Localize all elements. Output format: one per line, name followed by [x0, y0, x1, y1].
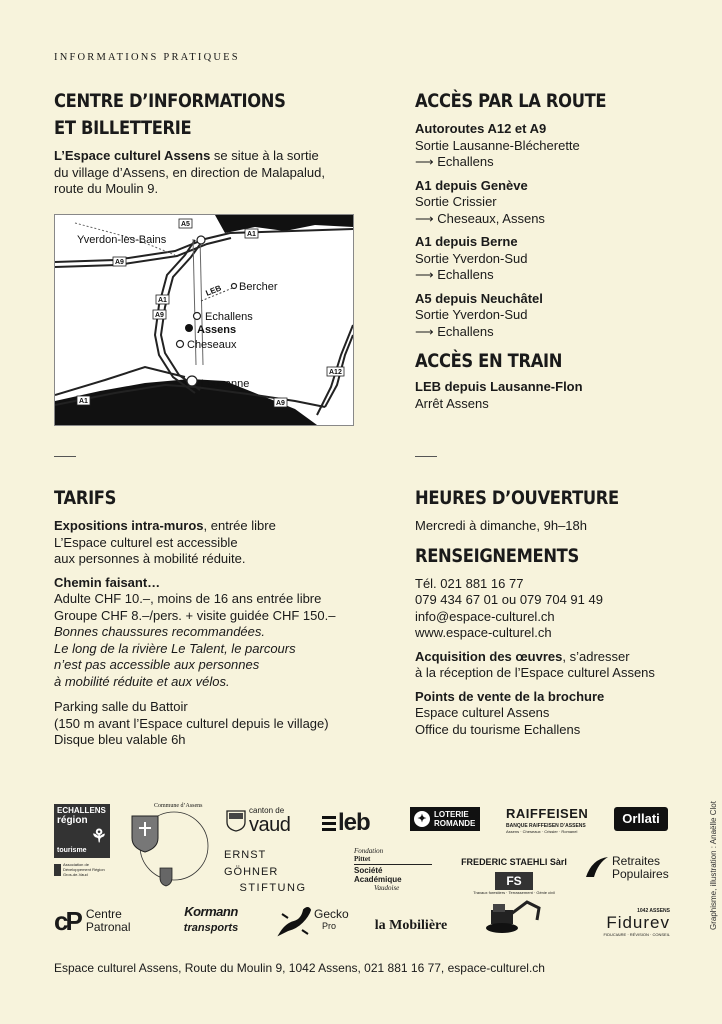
acquisition-line2: à la réception de l’Espace culturel Assens: [415, 665, 655, 680]
map-label-lausanne: Lausanne: [201, 378, 250, 390]
map-label-leb: LEB: [204, 283, 223, 298]
route-item-2: [415, 234, 705, 284]
logo-fidurev: [586, 906, 670, 940]
tarifs-chemin-note1: Bonnes chaussures recommandées.: [54, 624, 266, 639]
route-item-direction: ⟶ Cheseaux, Assens: [415, 210, 545, 226]
retraites-swoosh-icon: [584, 855, 610, 881]
logo-cp-l2: Patronal: [85, 920, 131, 934]
logo-leb-text: leb: [338, 808, 370, 836]
dot-echallens: [194, 313, 201, 320]
commune-logo-svg: [126, 802, 210, 888]
loterie-clover-icon: ✦: [414, 811, 430, 827]
tarifs-chemin-head: Chemin faisant…: [54, 574, 161, 590]
points-de-vente-head: Points de vente de la brochure: [415, 688, 605, 704]
route-item-head: A1 depuis Berne: [415, 234, 518, 249]
route-item-exit: Sortie Lausanne-Blécherette: [415, 137, 580, 153]
logo-echallens-l3: tourisme: [57, 847, 87, 854]
logo-fidurev-text: Fidurev: [606, 913, 670, 932]
map-label-yverdon: Yverdon-les-Bains: [77, 234, 167, 246]
logo-pittet-l4: Académique: [354, 874, 402, 884]
route-item-head: Autoroutes A12 et A9: [415, 121, 547, 136]
contact-mobiles: 079 434 67 01 ou 079 704 91 49: [415, 592, 603, 607]
heures-title: HEURES D’OUVERTURE: [415, 487, 619, 509]
logo-ernst-gohner: [224, 849, 322, 895]
dot-assens: [185, 324, 193, 332]
logo-gohner-l2: STIFTUNG: [239, 882, 307, 895]
tarifs-parking-line1: Parking salle du Battoir: [54, 699, 188, 714]
excavator-icon: [479, 896, 549, 936]
tarifs-chemin-note3: n’est pas accessible aux personnes: [54, 657, 260, 672]
assoc-icon: [54, 864, 61, 876]
train-title: ACCÈS EN TRAIN: [415, 350, 563, 372]
logo-gecko-l1: Gecko: [314, 907, 349, 921]
logo-kormann-l2: transports: [183, 922, 239, 934]
route-item-1: [415, 178, 705, 228]
design-credit: Graphisme, illustration : Anaëlle Clot: [709, 801, 718, 930]
logo-gohner-l1: ERNST GÖHNER: [224, 849, 279, 878]
tarifs-expo-rest: , entrée libre: [203, 518, 276, 533]
access-map-svg: [55, 215, 353, 425]
commune-name: Commune d’Assens: [154, 803, 203, 809]
centre-intro-bold: L’Espace culturel Assens: [54, 148, 211, 163]
logo-echallens-region: [54, 804, 110, 890]
dot-cheseaux: [177, 341, 184, 348]
centre-intro-line2: du village d’Assens, en direction de Malapalud,: [54, 164, 326, 180]
tarifs-expo: [54, 518, 384, 535]
route-item-direction: ⟶ Echallens: [415, 267, 494, 282]
points-de-vente-line3: Office du tourisme Echallens: [415, 721, 581, 737]
acquisition-line1: [415, 649, 715, 666]
route-item-direction: ⟶ Echallens: [415, 154, 494, 169]
route-item-head: A1 depuis Genève: [415, 177, 528, 193]
heures-line: Mercredi à dimanche, 9h–18h: [415, 518, 587, 533]
route-item-3: [415, 291, 705, 341]
contact-phone: Tél. 021 881 16 77: [415, 575, 524, 591]
tarifs-section: [54, 485, 384, 749]
logo-loterie-l2: ROMANDE: [434, 819, 476, 828]
logo-staehli-text: FREDERIC STAEHLI Sàrl: [461, 856, 567, 867]
map-label-echallens: Echallens: [205, 311, 253, 323]
shield-a1-ne-label: A1: [247, 231, 256, 238]
route-item-exit: Sortie Yverdon-Sud: [415, 307, 528, 322]
logo-pittet-l3: Société: [354, 865, 383, 875]
logo-retraites-l1: Retraites: [612, 854, 661, 868]
train-head: LEB depuis Lausanne-Flon: [415, 379, 583, 394]
tarifs-chemin-adult: Adulte CHF 10.–, moins de 16 ans entrée libre: [54, 591, 322, 606]
wheat-icon: ⚘: [90, 826, 107, 846]
staehli-fs-icon: FS: [495, 872, 533, 890]
logo-raiffeisen-sub2: Assens · Cheseaux · Crissier · Romanel: [506, 828, 578, 834]
logo-kormann-transports: [168, 902, 254, 938]
tarifs-title: TARIFS: [54, 487, 117, 509]
centre-title-line2: ET BILLETTERIE: [54, 117, 192, 139]
pittet-divider: [354, 864, 432, 865]
commune-small-shield-icon: [160, 868, 172, 886]
logo-echallens-l1: ECHALLENS: [57, 806, 106, 815]
hours-section: [415, 485, 715, 738]
map-label-bercher: Bercher: [239, 281, 278, 293]
access-map: [54, 214, 354, 426]
logo-kormann-l1: Kormann: [184, 903, 238, 919]
tarifs-chemin-note2: Le long de la rivière Le Talent, le parcours: [54, 640, 296, 656]
renseignements-title: RENSEIGNEMENTS: [415, 544, 579, 567]
gecko-icon: [274, 900, 314, 940]
logo-cp-l1: Centre: [85, 907, 122, 921]
logo-loterie-l1: LOTERIE: [434, 810, 469, 819]
logo-gecko-pro: [274, 898, 354, 942]
logo-echallens-l2: région: [57, 815, 88, 826]
section-kicker: INFORMATIONS PRATIQUES: [54, 52, 240, 63]
logo-vaud-small: canton de: [249, 806, 285, 815]
logo-loterie-romande: [410, 807, 480, 831]
points-de-vente-line2: Espace culturel Assens: [415, 705, 550, 720]
route-item-direction: ⟶ Echallens: [415, 323, 494, 339]
shield-a9-mid-label: A9: [155, 312, 164, 319]
acquisition-bold: Acquisition des œuvres: [415, 648, 563, 664]
logo-gecko-l2: Pro: [322, 921, 337, 931]
map-label-assens: Assens: [197, 324, 237, 336]
route-item-head: A5 depuis Neuchâtel: [415, 290, 543, 306]
logo-staehli-sub: Travaux forestiers · Terrassement · Génie civil: [473, 890, 555, 896]
tarifs-parking-line2: (150 m avant l’Espace culturel depuis le village): [54, 715, 329, 731]
contact-email[interactable]: info@espace-culturel.ch: [415, 608, 555, 624]
logo-raiffeisen-text: RAIFFEISEN: [506, 806, 589, 822]
separator-right: [415, 456, 437, 457]
route-item-0: [415, 121, 705, 171]
logo-fidurev-sub: FIDUCIAIRE · RÉVISION · CONSEIL: [603, 932, 670, 937]
logo-retraites-l2: Populaires: [612, 867, 669, 881]
logo-frederic-staehli: [458, 850, 570, 940]
logo-pittet-l1: Fondation: [354, 846, 384, 855]
centre-intro-line3: route du Moulin 9.: [54, 181, 159, 196]
centre-intro-rest: se situe à la sortie: [210, 148, 319, 163]
logo-retraites-populaires: [584, 848, 676, 888]
centre-title-line1: CENTRE D’INFORMATIONS: [54, 90, 286, 112]
centre-section: [54, 88, 364, 198]
contact-web[interactable]: www.espace-culturel.ch: [415, 625, 552, 640]
dot-bercher: [232, 284, 237, 289]
train-stop: Arrêt Assens: [415, 395, 489, 411]
logo-commune-assens: [126, 802, 210, 888]
points-de-vente: [415, 689, 715, 739]
access-section: [415, 88, 705, 412]
vaud-shield-icon: [226, 810, 246, 832]
route-item-exit: Sortie Yverdon-Sud: [415, 250, 528, 266]
logo-fidurev-top: 1042 ASSENS: [637, 908, 670, 914]
tarifs-expo-bold: Expositions intra-muros: [54, 518, 204, 533]
logo-leb: [322, 808, 386, 838]
logo-vaud: vaud: [249, 814, 291, 836]
shield-a9-w-label: A9: [115, 259, 124, 266]
tarifs-parking: [54, 699, 384, 749]
shield-a1-mid-label: A1: [158, 297, 167, 304]
shield-a1-sw-label: A1: [79, 398, 88, 405]
tarifs-chemin-group: Groupe CHF 8.–/pers. + visite guidée CHF 150.–: [54, 607, 336, 623]
tarifs-chemin-note4: à mobilité réduite et aux vélos.: [54, 673, 230, 689]
logo-raiffeisen-sub: BANQUE RAIFFEISEN D’ASSENS: [506, 822, 586, 829]
leb-stripes-icon: [322, 816, 336, 831]
logo-fondation-pittet: [354, 846, 436, 892]
shield-a9-se-label: A9: [276, 400, 285, 407]
dot-lausanne: [187, 376, 197, 386]
logo-orllati: Orllati: [614, 807, 668, 831]
shield-a5-label: A5: [181, 221, 190, 228]
tarifs-chemin: [54, 575, 384, 691]
logo-pittet-l5: Vaudoise: [374, 883, 400, 892]
route-item-exit: Sortie Crissier: [415, 194, 497, 209]
footer-address: Espace culturel Assens, Route du Moulin 9, 1042 Assens, 021 881 16 77, espace-culturel.ch: [54, 961, 545, 975]
tarifs-expo-line2: L’Espace culturel est accessible: [54, 534, 238, 550]
tarifs-expo-line3: aux personnes à mobilité réduite.: [54, 551, 246, 566]
map-label-cheseaux: Cheseaux: [187, 339, 237, 351]
logo-raiffeisen: [506, 805, 596, 835]
tarifs-parking-line3: Disque bleu valable 6h: [54, 732, 186, 747]
separator-left: [54, 456, 76, 457]
dot-yverdon: [197, 236, 205, 244]
logo-echallens-assoc: Association de Développement Région Gros-de-Vaud: [62, 862, 105, 877]
shield-a12-label: A12: [329, 369, 342, 376]
acquisition-rest: , s’adresser: [562, 648, 630, 664]
logo-cp-mark: cP: [54, 905, 80, 936]
logo-la-mobiliere: la Mobilière: [374, 917, 448, 933]
route-title: ACCÈS PAR LA ROUTE: [415, 90, 607, 112]
logo-pittet-l2: Pittet: [354, 854, 371, 863]
acquisition: [415, 649, 715, 682]
logo-centre-patronal: [54, 904, 144, 938]
centre-intro: [54, 148, 364, 165]
logo-canton-vaud: [226, 806, 302, 836]
